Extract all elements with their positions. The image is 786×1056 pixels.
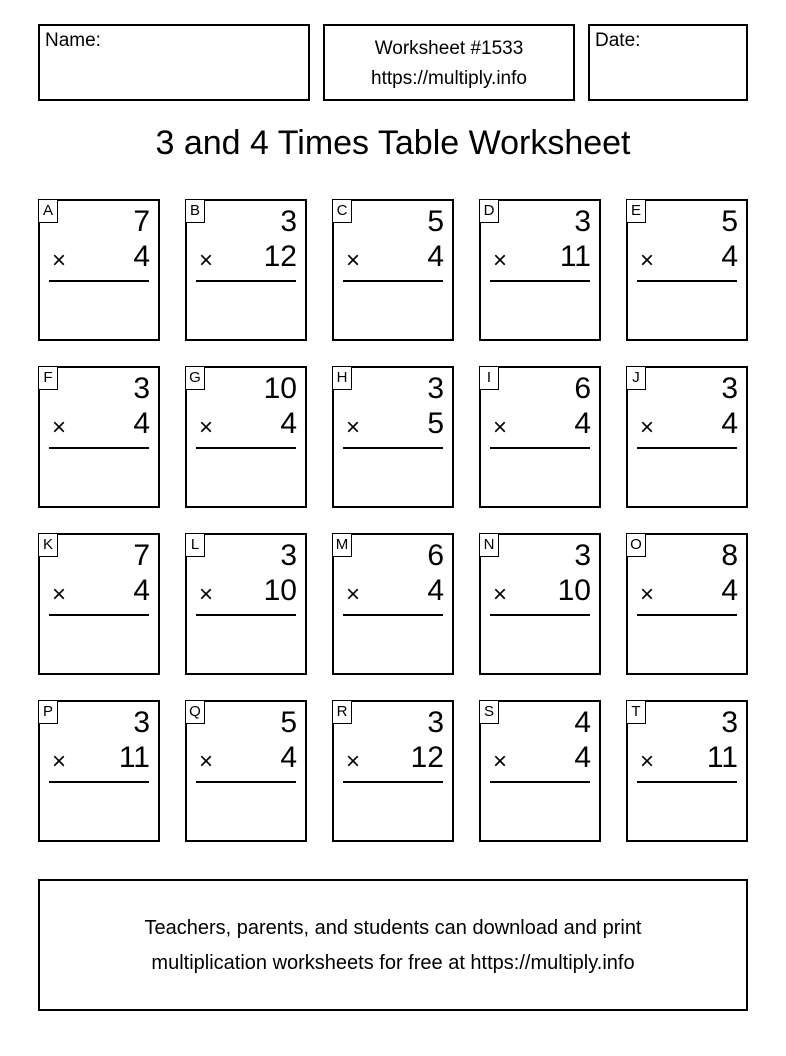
problem-letter: G (185, 366, 205, 390)
times-sign: × (199, 414, 214, 441)
problem-letter: D (479, 199, 499, 223)
problem-card[interactable] (185, 700, 307, 842)
problem-card[interactable] (332, 700, 454, 842)
worksheet-info-box (323, 24, 575, 101)
multiplicand: 10 (263, 372, 297, 405)
answer-line (490, 280, 590, 282)
problem-card[interactable] (626, 366, 748, 508)
multiplier: 11 (118, 741, 150, 774)
multiplier: 4 (721, 407, 738, 440)
answer-line (343, 280, 443, 282)
problem-letter: T (626, 700, 646, 724)
multiplicand: 5 (721, 205, 738, 238)
multiplicand: 5 (427, 205, 444, 238)
multiplicand: 3 (280, 205, 297, 238)
problem-letter: H (332, 366, 352, 390)
problem-card[interactable] (626, 533, 748, 675)
multiplier: 4 (574, 741, 591, 774)
problem-letter: E (626, 199, 646, 223)
times-sign: × (493, 748, 508, 775)
times-sign: × (640, 748, 655, 775)
footer-line-1: Teachers, parents, and students can download and print (144, 917, 642, 939)
answer-line (490, 614, 590, 616)
problem-card[interactable] (38, 700, 160, 842)
multiplier: 11 (706, 741, 738, 774)
answer-line (637, 280, 737, 282)
multiplicand: 3 (133, 706, 150, 739)
problem-letter: J (626, 366, 646, 390)
times-sign: × (493, 247, 508, 274)
times-sign: × (640, 247, 655, 274)
times-sign: × (199, 748, 214, 775)
date-label: Date: (595, 30, 641, 51)
multiplicand: 3 (574, 539, 591, 572)
multiplicand: 8 (721, 539, 738, 572)
answer-line (196, 447, 296, 449)
multiplicand: 3 (280, 539, 297, 572)
problem-letter: K (38, 533, 58, 557)
problem-card[interactable] (332, 533, 454, 675)
answer-line (49, 614, 149, 616)
problem-letter: N (479, 533, 499, 557)
multiplicand: 6 (574, 372, 591, 405)
multiplier: 12 (410, 741, 444, 774)
times-sign: × (199, 581, 214, 608)
problem-letter: I (479, 366, 499, 390)
multiplier: 12 (263, 240, 297, 273)
multiplier: 4 (133, 574, 150, 607)
answer-line (637, 614, 737, 616)
multiplier: 4 (133, 240, 150, 273)
problem-letter: M (332, 533, 352, 557)
multiplier: 10 (263, 574, 297, 607)
multiplier: 4 (721, 240, 738, 273)
multiplier: 4 (280, 407, 297, 440)
problem-letter: P (38, 700, 58, 724)
multiplier: 4 (721, 574, 738, 607)
problem-letter: C (332, 199, 352, 223)
problem-letter: L (185, 533, 205, 557)
problem-card[interactable] (479, 533, 601, 675)
answer-line (343, 781, 443, 783)
answer-line (196, 280, 296, 282)
answer-line (637, 781, 737, 783)
problem-card[interactable] (626, 199, 748, 341)
multiplier: 4 (133, 407, 150, 440)
multiplier: 10 (557, 574, 591, 607)
answer-line (196, 614, 296, 616)
problem-card[interactable] (38, 366, 160, 508)
times-sign: × (346, 414, 361, 441)
times-sign: × (346, 247, 361, 274)
problem-card[interactable] (479, 366, 601, 508)
problem-card[interactable] (38, 199, 160, 341)
name-label: Name: (45, 30, 101, 51)
site-url: https://multiply.info (371, 68, 527, 89)
times-sign: × (199, 247, 214, 274)
footer-line-2: multiplication worksheets for free at https://multiply.info (151, 952, 635, 974)
problem-letter: A (38, 199, 58, 223)
problem-letter: S (479, 700, 499, 724)
footer-note (38, 879, 748, 1011)
multiplicand: 4 (574, 706, 591, 739)
problem-card[interactable] (479, 199, 601, 341)
times-sign: × (346, 581, 361, 608)
problem-letter: F (38, 366, 58, 390)
answer-line (49, 280, 149, 282)
multiplicand: 3 (427, 706, 444, 739)
multiplicand: 7 (133, 539, 150, 572)
times-sign: × (640, 414, 655, 441)
problem-card[interactable] (185, 366, 307, 508)
answer-line (196, 781, 296, 783)
problem-letter: Q (185, 700, 205, 724)
problem-card[interactable] (185, 199, 307, 341)
multiplicand: 3 (574, 205, 591, 238)
problem-card[interactable] (332, 199, 454, 341)
multiplier: 4 (427, 574, 444, 607)
times-sign: × (493, 581, 508, 608)
times-sign: × (640, 581, 655, 608)
problem-card[interactable] (626, 700, 748, 842)
times-sign: × (493, 414, 508, 441)
multiplicand: 3 (133, 372, 150, 405)
problem-letter: B (185, 199, 205, 223)
multiplicand: 7 (133, 205, 150, 238)
problem-card[interactable] (479, 700, 601, 842)
answer-line (490, 447, 590, 449)
answer-line (343, 614, 443, 616)
problem-card[interactable] (185, 533, 307, 675)
times-sign: × (52, 414, 67, 441)
answer-line (490, 781, 590, 783)
multiplier: 4 (280, 741, 297, 774)
page-title: 3 and 4 Times Table Worksheet (155, 124, 631, 162)
multiplicand: 3 (721, 372, 738, 405)
multiplicand: 3 (427, 372, 444, 405)
answer-line (49, 781, 149, 783)
answer-line (343, 447, 443, 449)
answer-line (49, 447, 149, 449)
problem-letter: R (332, 700, 352, 724)
problem-card[interactable] (38, 533, 160, 675)
multiplicand: 5 (280, 706, 297, 739)
problem-card[interactable] (332, 366, 454, 508)
multiplier: 5 (427, 407, 444, 440)
answer-line (637, 447, 737, 449)
multiplier: 4 (427, 240, 444, 273)
multiplier: 4 (574, 407, 591, 440)
times-sign: × (52, 247, 67, 274)
times-sign: × (346, 748, 361, 775)
name-field[interactable] (38, 24, 310, 101)
worksheet-number: Worksheet #1533 (374, 38, 524, 59)
multiplier: 11 (559, 240, 591, 273)
date-field[interactable] (588, 24, 748, 101)
problem-letter: O (626, 533, 646, 557)
multiplicand: 6 (427, 539, 444, 572)
times-sign: × (52, 748, 67, 775)
multiplicand: 3 (721, 706, 738, 739)
times-sign: × (52, 581, 67, 608)
